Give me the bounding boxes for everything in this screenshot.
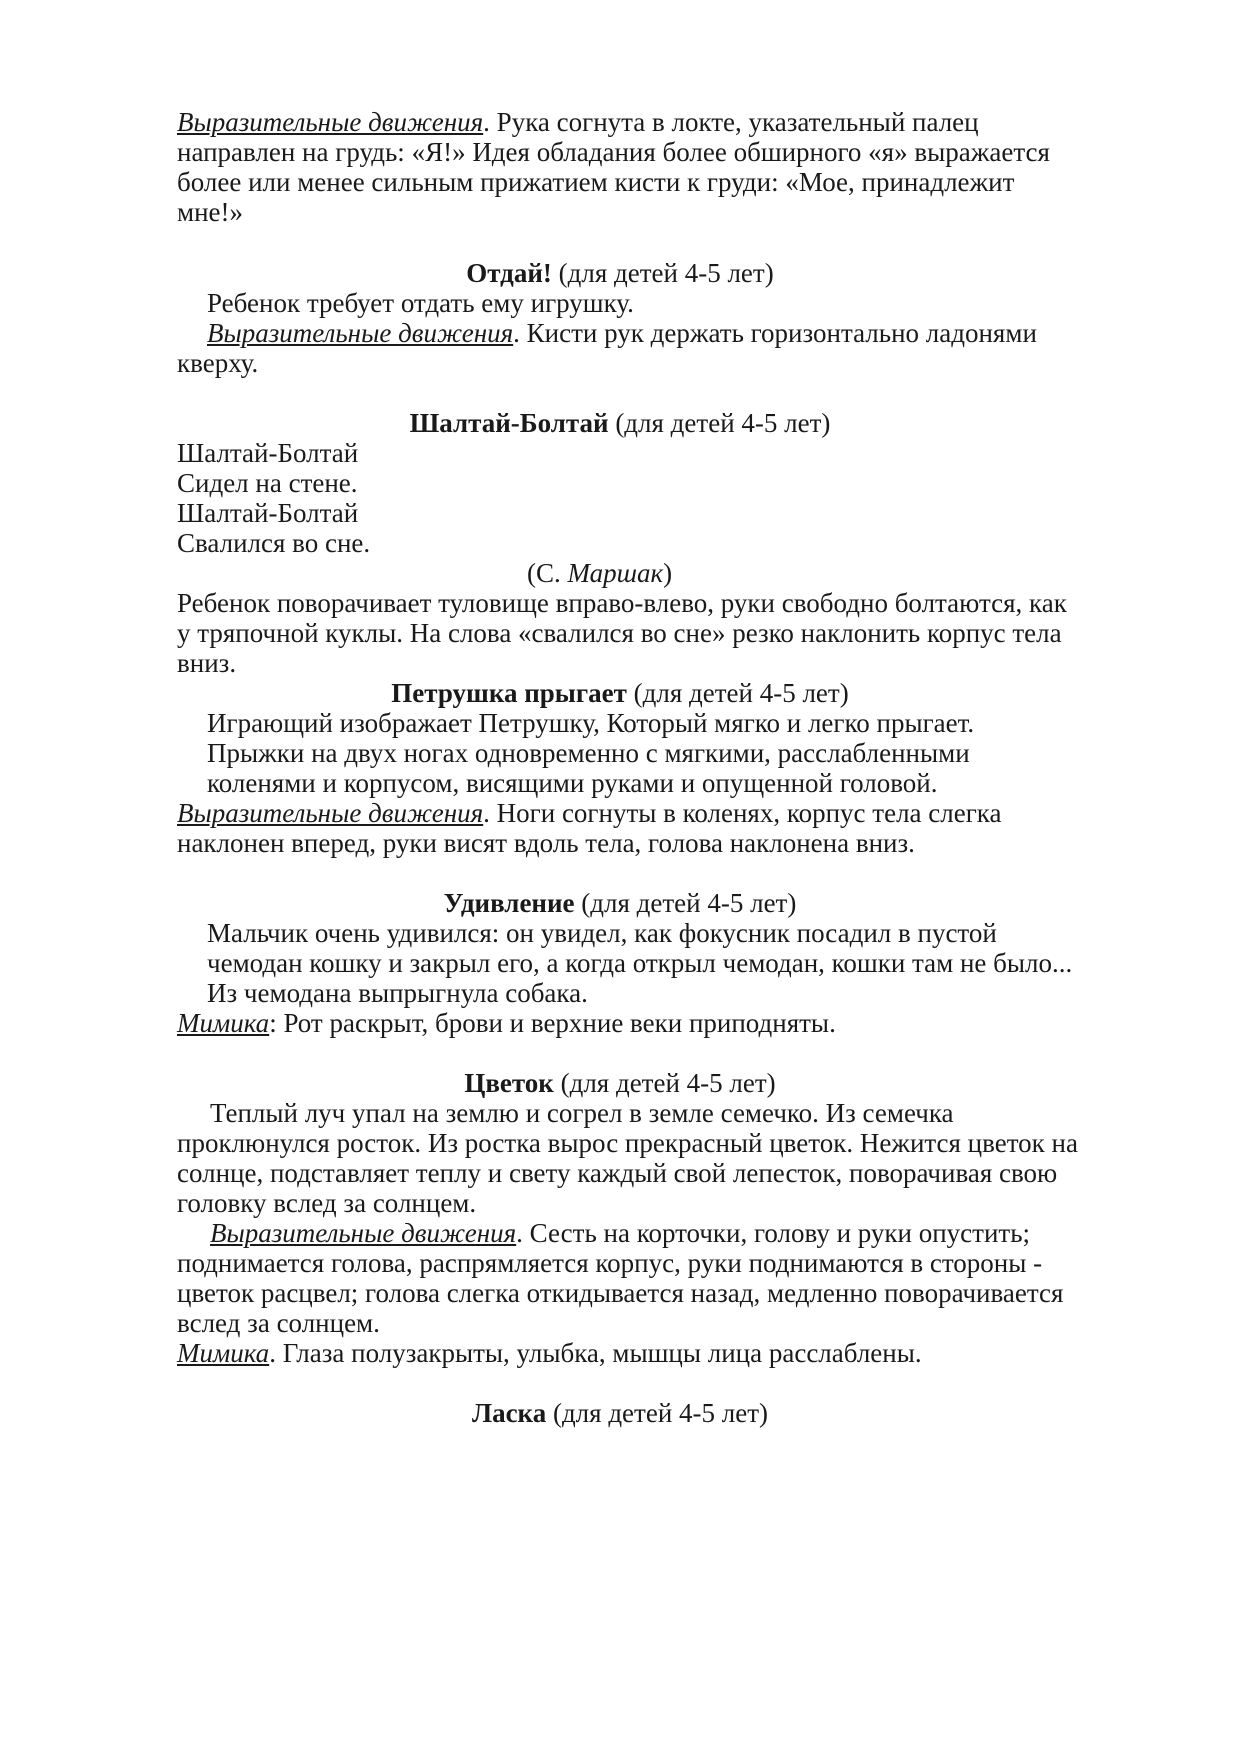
section-heading-tsvetok <box>0 1067 1240 1100</box>
paragraph-line <box>210 1217 1030 1250</box>
heading-title: Ласка <box>471 1398 547 1428</box>
paragraph-line: солнце, подставляет теплу и свету каждый свой лепесток, поворачивая свою <box>177 1158 1058 1188</box>
mimika-label: Мимика <box>177 1008 270 1038</box>
paragraph-line <box>207 317 1037 350</box>
paragraph-line: проклюнулся росток. Из ростка вырос прекрасный цветок. Нежится цветок на <box>177 1128 1078 1158</box>
paragraph-line <box>177 797 1002 830</box>
text: . Глаза полузакрыты, улыбка, мышцы лица расслаблены. <box>269 1338 922 1368</box>
paragraph-line <box>177 1337 922 1370</box>
section-heading-otdai <box>0 257 1240 290</box>
paragraph-line: наклонен вперед, руки висят вдоль тела, голова наклонена вниз. <box>177 828 915 858</box>
text: (С. <box>527 558 568 588</box>
text: : Рот раскрыт, брови и верхние веки приподняты. <box>269 1008 836 1038</box>
poem-line: Шалтай-Болтай <box>177 438 359 468</box>
paragraph-line: головку вслед за солнцем. <box>177 1188 477 1218</box>
paragraph-line: мне!» <box>177 197 244 227</box>
text: . Ноги согнуты в коленях, корпус тела слегка <box>483 798 1002 828</box>
heading-age: (для детей 4-5 лет) <box>626 678 849 708</box>
section-heading-udivlenie <box>0 887 1240 920</box>
paragraph-line: Теплый луч упал на землю и согрел в земле семечко. Из семечка <box>210 1098 954 1128</box>
paragraph-line: коленями и корпусом, висящими руками и опущенной головой. <box>207 768 938 798</box>
text: . Кисти рук держать горизонтально ладонями <box>513 318 1037 348</box>
paragraph-line: направлен на грудь: «Я!» Идея обладания более обширного «я» выражается <box>177 137 1050 167</box>
poem-line: Шалтай-Болтай <box>177 498 359 528</box>
paragraph-line: кверху. <box>177 348 259 378</box>
paragraph-line: у тряпочной куклы. На слова «свалился во сне» резко наклонить корпус тела <box>177 618 1062 648</box>
heading-age: (для детей 4-5 лет) <box>574 888 797 918</box>
section-heading-laska <box>0 1397 1240 1430</box>
expressive-movements-label: Выразительные движения <box>210 1218 517 1248</box>
section-heading-shaltai <box>0 407 1240 440</box>
heading-title: Петрушка прыгает <box>391 678 627 708</box>
paragraph-line: Из чемодана выпрыгнула собака. <box>207 978 588 1008</box>
author-name: Маршак <box>567 558 664 588</box>
paragraph-line: Ребенок требует отдать ему игрушку. <box>207 288 634 318</box>
heading-age: (для детей 4-5 лет) <box>546 1398 769 1428</box>
heading-age: (для детей 4-5 лет) <box>608 408 831 438</box>
paragraph-line: вниз. <box>177 648 237 678</box>
poem-line: Свалился во сне. <box>177 528 371 558</box>
paragraph-line: цветок расцвел; голова слегка откидывается назад, медленно поворачивается <box>177 1278 1064 1308</box>
expressive-movements-label: Выразительные движения <box>177 798 484 828</box>
heading-title: Удивление <box>443 888 575 918</box>
paragraph-line: более или менее сильным прижатием кисти к груди: «Мое, принадлежит <box>177 167 1015 197</box>
poem-author <box>527 557 672 590</box>
heading-age: (для детей 4-5 лет) <box>551 258 774 288</box>
paragraph-line <box>177 106 979 139</box>
section-heading-petrushka <box>0 677 1240 710</box>
heading-title: Отдай! <box>466 258 552 288</box>
text: ) <box>663 558 673 588</box>
heading-title: Шалтай-Болтай <box>409 408 609 438</box>
paragraph-line: чемодан кошку и закрыл его, а когда открыл чемодан, кошки там не было... <box>207 948 1073 978</box>
paragraph-line: поднимается голова, распрямляется корпус, руки поднимаются в стороны - <box>177 1248 1043 1278</box>
text: . Сесть на корточки, голову и руки опустить; <box>516 1218 1031 1248</box>
expressive-movements-label: Выразительные движения <box>177 107 484 137</box>
paragraph-line: Играющий изображает Петрушку, Который мягко и легко прыгает. <box>207 708 975 738</box>
paragraph-line: Мальчик очень удивился: он увидел, как фокусник посадил в пустой <box>207 918 997 948</box>
mimika-label: Мимика <box>177 1338 270 1368</box>
paragraph-line <box>177 1007 836 1040</box>
heading-title: Цветок <box>464 1068 554 1098</box>
poem-line: Сидел на стене. <box>177 468 358 498</box>
paragraph-line: вслед за солнцем. <box>177 1308 380 1338</box>
text: . Рука согнута в локте, указательный палец <box>483 107 979 137</box>
expressive-movements-label: Выразительные движения <box>207 318 514 348</box>
paragraph-line: Ребенок поворачивает туловище вправо-влево, руки свободно болтаются, как <box>177 588 1067 618</box>
heading-age: (для детей 4-5 лет) <box>553 1068 776 1098</box>
paragraph-line: Прыжки на двух ногах одновременно с мягкими, расслабленными <box>207 738 970 768</box>
